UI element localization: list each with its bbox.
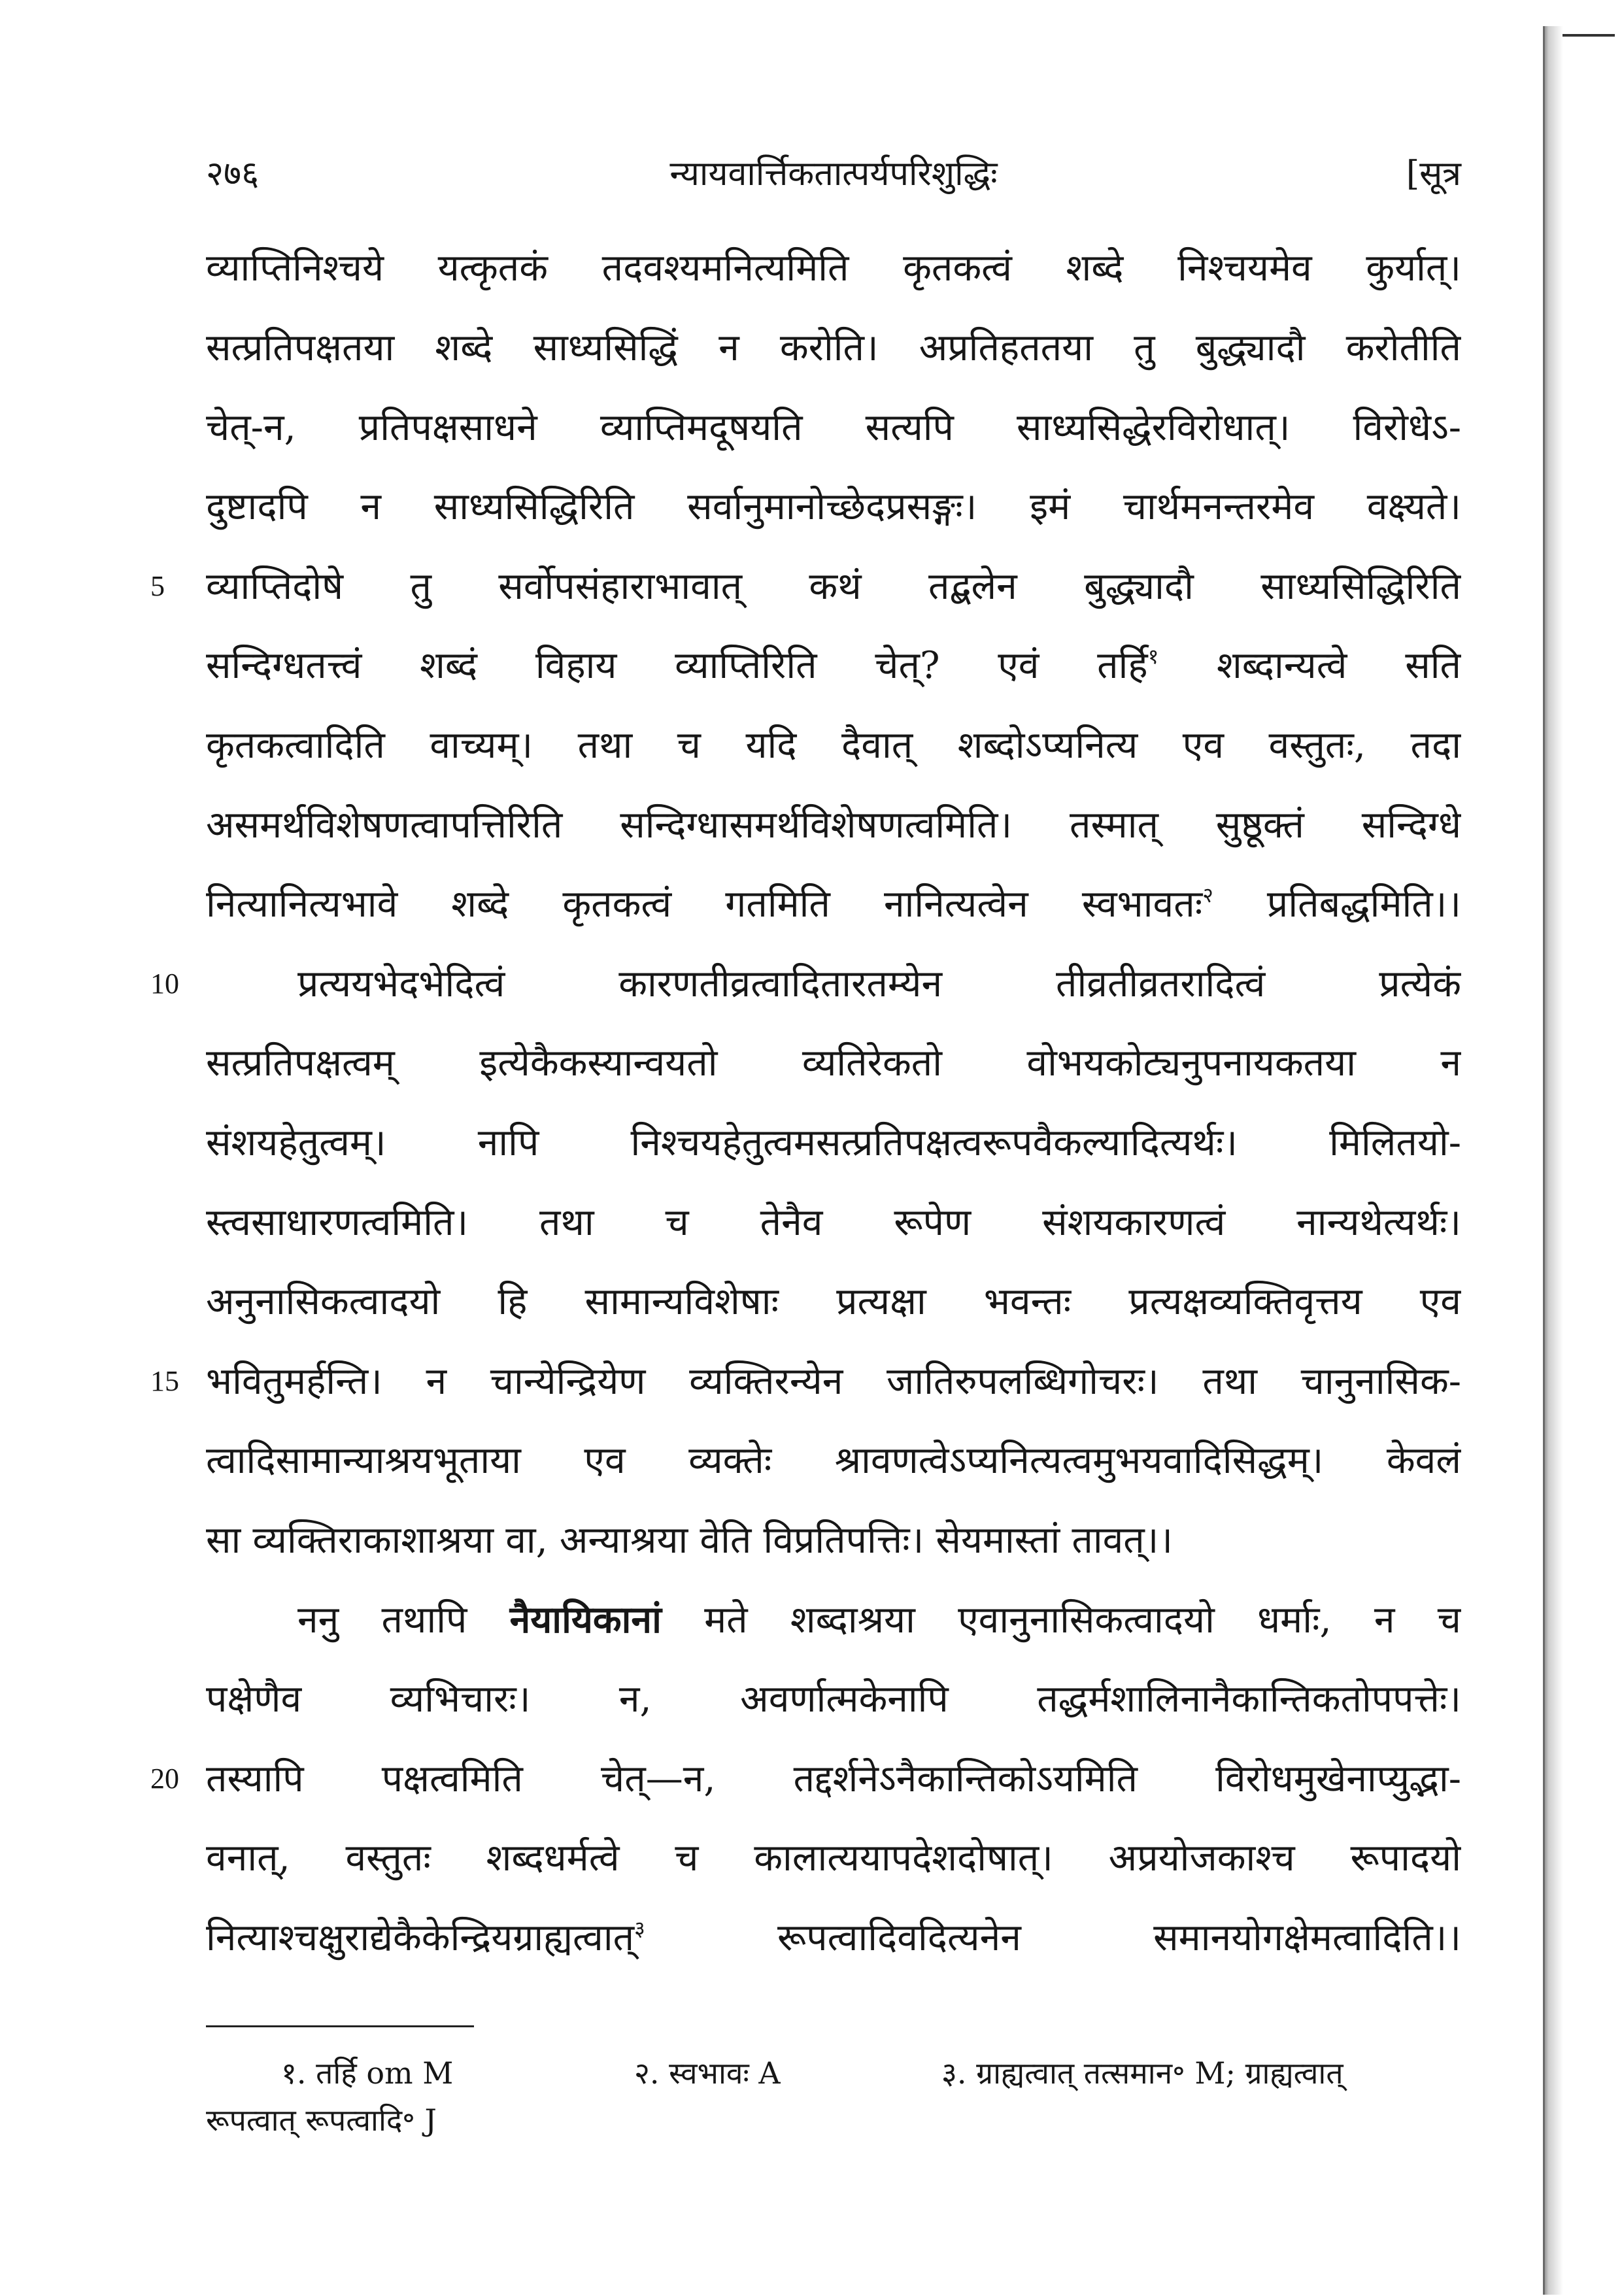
text-line: कृतकत्वादिति वाच्यम्। तथा च यदि दैवात् शब्दोऽप्यनित्य एव वस्तुतः, तदा xyxy=(206,724,1461,767)
text-line: वनात्, वस्तुतः शब्दधर्मत्वे च कालात्ययापदेशदोषात्। अप्रयोजकाश्च रूपादयो xyxy=(206,1836,1461,1880)
line-number: 15 xyxy=(150,1365,179,1397)
footnote-3-continued: रूपत्वात् रूपत्वादि॰ J xyxy=(206,2102,437,2138)
paragraph-start-line xyxy=(206,1594,1461,1646)
text-line xyxy=(206,1912,1461,1964)
text-segment: सन्दिग्धतत्त्वं शब्दं विहाय व्याप्तिरिति चेत्? एवं तर्हि xyxy=(206,644,1148,687)
text-line: सत्प्रतिपक्षतया शब्दे साध्यसिद्धिं न करोति। अप्रतिहततया तु बुद्ध्यादौ करोतीति xyxy=(206,326,1461,369)
text-segment: ननु तथापि xyxy=(297,1598,467,1642)
running-title: न्यायवार्त्तिकतात्पर्यपरिशुद्धिः xyxy=(669,154,998,194)
line-number: 5 xyxy=(150,570,165,602)
footnote-2: २. स्वभावः A xyxy=(634,2055,781,2091)
page-header xyxy=(206,149,1461,201)
text-segment: रूपत्वादिवदित्यनेन समानयोगक्षेमत्वादिति।। xyxy=(777,1916,1461,1959)
page-binding-edge xyxy=(1543,26,1564,2295)
footnote-ref: २ xyxy=(1202,883,1213,907)
text-line: सत्प्रतिपक्षत्वम् इत्येकैकस्यान्वयतो व्यतिरेकतो वोभयकोट्यनुपनायकतया न xyxy=(206,1041,1461,1085)
footnote-3: ३. ग्राह्यत्वात् तत्समान॰ M; ग्राह्यत्वात् xyxy=(941,2055,1343,2091)
text-line: दुष्टादपि न साध्यसिद्धिरिति सर्वानुमानोच्छेदप्रसङ्गः। इमं चार्थमनन्तरमेव वक्ष्यते। xyxy=(206,485,1461,528)
footnote-divider xyxy=(206,2025,474,2027)
emphasized-term: नैयायिकानां xyxy=(509,1598,662,1642)
text-segment: मते शब्दाश्रया एवानुनासिकत्वादयो धर्माः, न च xyxy=(704,1598,1461,1642)
footnote-ref: ३ xyxy=(634,1916,645,1941)
paragraph-start-line: प्रत्ययभेदभेदित्वं कारणतीव्रत्वादितारतम्येन तीव्रतीव्रतरादित्वं प्रत्येकं xyxy=(297,962,1461,1005)
text-segment: नित्यानित्यभावे शब्दे कृतकत्वं गतमिति नानित्यत्वेन स्वभावतः xyxy=(206,883,1203,926)
line-number: 10 xyxy=(150,968,179,1000)
section-mark: [सूत्र xyxy=(1406,154,1461,194)
text-line: अनुनासिकत्वादयो हि सामान्यविशेषाः प्रत्यक्षा भवन्तः प्रत्यक्षव्यक्तिवृत्तय एव xyxy=(206,1280,1461,1323)
text-line: तस्यापि पक्षत्वमिति चेत्—न, तद्दर्शनेऽनैकान्तिकोऽयमिति विरोधमुखेनाप्युद्भा- xyxy=(206,1757,1461,1800)
text-segment: प्रतिबद्धमिति।। xyxy=(1266,883,1461,926)
page-number: २७६ xyxy=(206,154,260,194)
text-line: पक्षेणैव व्यभिचारः। न, अवर्णात्मकेनापि तद्धर्मशालिनानैकान्तिकतोपपत्तेः। xyxy=(206,1678,1461,1721)
text-line: भवितुमर्हन्ति। न चान्येन्द्रियेण व्यक्तिरन्येन जातिरुपलब्धिगोचरः। तथा चानुनासिक- xyxy=(206,1360,1461,1403)
line-number: 20 xyxy=(150,1763,179,1795)
footnote-1: १. तर्हि om M xyxy=(281,2055,454,2091)
text-line: व्याप्तिदोषे तु सर्वोपसंहाराभावात् कथं तद्बलेन बुद्ध्यादौ साध्यसिद्धिरिति xyxy=(206,565,1461,608)
text-segment: नित्याश्चक्षुराद्येकैकेन्द्रियग्राह्यत्वात् xyxy=(206,1916,635,1959)
text-line: चेत्-न, प्रतिपक्षसाधने व्याप्तिमदूषयति सत्यपि साध्यसिद्धेरविरोधात्। विरोधेऽ- xyxy=(206,406,1461,449)
binding-mark xyxy=(1563,34,1615,37)
text-line: स्त्वसाधारणत्वमिति। तथा च तेनैव रूपेण संशयकारणत्वं नान्यथेत्यर्थः। xyxy=(206,1201,1461,1244)
text-line: त्वादिसामान्याश्रयभूताया एव व्यक्तेः श्रावणत्वेऽप्यनित्यत्वमुभयवादिसिद्धम्। केवलं xyxy=(206,1439,1461,1482)
text-line: असमर्थविशेषणत्वापत्तिरिति सन्दिग्धासमर्थविशेषणत्वमिति। तस्मात् सुष्ठूक्तं सन्दिग्धे xyxy=(206,803,1461,847)
text-line: संशयहेतुत्वम्। नापि निश्चयहेतुत्वमसत्प्रतिपक्षत्वरूपवैकल्यादित्यर्थः। मिलितयो- xyxy=(206,1121,1461,1164)
text-line xyxy=(206,878,1461,930)
footnote-ref: १ xyxy=(1147,644,1159,669)
text-line xyxy=(206,639,1461,692)
text-line: सा व्यक्तिराकाशाश्रया वा, अन्याश्रया वेति विप्रतिपत्तिः। सेयमास्तां तावत्।। xyxy=(206,1519,1173,1562)
text-line: व्याप्तिनिश्चये यत्कृतकं तदवश्यमनित्यमिति कृतकत्वं शब्दे निश्चयमेव कुर्यात्। xyxy=(206,246,1461,290)
text-segment: शब्दान्यत्वे सति xyxy=(1217,644,1461,687)
